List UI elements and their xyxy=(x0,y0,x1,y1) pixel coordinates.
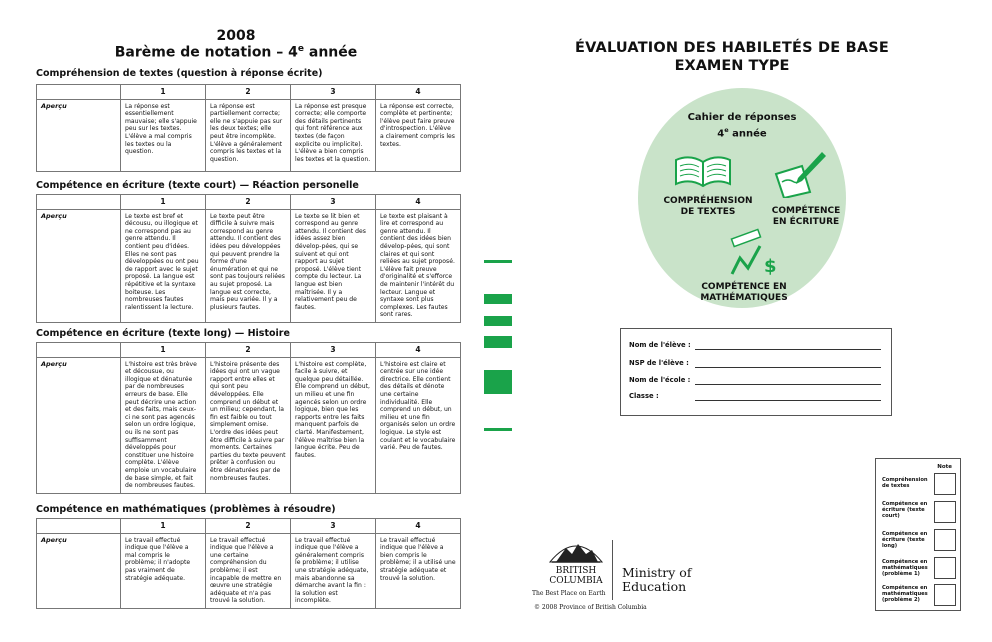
table-cell: Le texte se lit bien et correspond au genre attendu. Il contient des idées assez bien dévelop-pées, qui se suivent et qui ont rapport au sujet proposé. L'élève tient compte du lecteur. La langue est bien maîtrisée. Il y a relativement peu de fautes. xyxy=(291,209,376,322)
score-label-long-writing: Compétence en écriture (texte long) xyxy=(882,531,928,550)
section-title-reading: Compréhension de textes (question à réponse écrite) xyxy=(36,68,323,79)
table-row xyxy=(37,357,461,493)
school-name-field[interactable] xyxy=(695,384,881,385)
table-row xyxy=(37,99,461,171)
table-header: 2 xyxy=(206,195,291,210)
booklet-title: Cahier de réponses xyxy=(687,112,797,123)
table-header-row xyxy=(37,195,461,210)
bc-tagline: The Best Place on Earth xyxy=(532,590,606,597)
label-math: COMPÉTENCE EN MATHÉMATIQUES xyxy=(700,282,788,303)
page-title: Barème de notation – 4e année xyxy=(114,44,358,61)
grade-label: 4e année xyxy=(717,126,767,140)
student-name-field[interactable] xyxy=(695,349,881,350)
table-header-row xyxy=(37,519,461,534)
table-cell: L'histoire est très brève et décousue, ou illogique et dénaturée par de nombreuses erreurs de base. Elle peut décrire une action et des faits, mais ceux-ci ne sont pas agencés selon un ordre logique, ou ils ne sont pas suffisamment développés pour constituer une histoire complète. L'élève emploie un vocabulaire de base simple, et fait de nombreuses fautes. xyxy=(121,357,206,493)
table-cell: La réponse est presque correcte; elle comporte des détails pertinents qui font référence aux textes (de façon explicite ou implicite). L'élève a bien compris les textes et la question. xyxy=(291,99,376,171)
rubric-table-long-writing xyxy=(36,342,461,494)
class-label: Classe : xyxy=(629,392,659,400)
table-header: 4 xyxy=(376,195,461,210)
table-cell: L'histoire est claire et centrée sur une idée directrice. Elle contient des détails et dénote une certaine individualité. Elle comprend un début, un milieu et une fin organisés selon un ordre logique. Le style est coulant et le vocabulaire varié. Peu de fautes. xyxy=(376,357,461,493)
table-cell: Le texte peut être difficile à suivre mais correspond au genre attendu. Il contient des idées peu développées qui peuvent prendre la forme d'une énumération et qui ne sont pas toujours reliées au sujet proposé. La langue est correcte, mais peu variée. Il y a plusieurs fautes. xyxy=(206,209,291,322)
score-field-math-2[interactable] xyxy=(934,584,956,606)
score-field-reading[interactable] xyxy=(934,473,956,495)
row-label: Aperçu xyxy=(37,99,121,171)
score-label-reading: Compréhension de textes xyxy=(882,477,928,490)
cover-subtitle: EXAMEN TYPE xyxy=(674,58,790,74)
score-label-math-1: Compétence en mathématiques (problème 1) xyxy=(882,559,928,578)
table-cell: Le texte est plaisant à lire et correspond au genre attendu. Il contient des idées bien dévelop-pées, qui sont claires et qui sont reliées au sujet proposé. L'élève fait preuve d'originalité et s'efforce de maintenir l'intérêt du lecteur. Langue et syntaxe sont plus complexes. Les fautes sont rares. xyxy=(376,209,461,322)
cover-title: ÉVALUATION DES HABILETÉS DE BASE xyxy=(575,40,889,56)
open-book-icon xyxy=(672,150,734,190)
logo-divider xyxy=(612,540,613,600)
label-writing: COMPÉTENCE EN ÉCRITURE xyxy=(771,206,841,227)
table-header: 4 xyxy=(376,519,461,534)
score-field-short-writing[interactable] xyxy=(934,501,956,523)
school-name-label: Nom de l'école : xyxy=(629,376,691,384)
table-cell: L'histoire présente des idées qui ont un vague rapport entre elles et qui sont peu développées. Elle comprend un début et un milieu; cependant, la fin est faible ou tout simplement omise. L'ordre des idées peut être difficile à suivre par moments. Certaines parties du texte peuvent prêter à confusion ou être dénaturées par de nombreuses fautes. xyxy=(206,357,291,493)
score-field-math-1[interactable] xyxy=(934,557,956,579)
rubric-table-short-writing xyxy=(36,194,461,323)
table-row xyxy=(37,533,461,608)
student-number-label: NSP de l'élève : xyxy=(629,359,689,367)
scoring-guide-page xyxy=(0,0,472,642)
rubric-table-math xyxy=(36,518,461,609)
bc-logo-icon xyxy=(548,536,604,564)
table-header xyxy=(37,519,121,534)
table-header: 2 xyxy=(206,519,291,534)
table-header: 1 xyxy=(121,195,206,210)
label-reading: COMPRÉHENSION DE TEXTES xyxy=(663,196,753,217)
table-row xyxy=(37,209,461,322)
row-label: Aperçu xyxy=(37,357,121,493)
copyright: © 2008 Province of British Columbia xyxy=(534,604,647,611)
table-header: 3 xyxy=(291,195,376,210)
section-title-short-writing: Compétence en écriture (texte court) — Réaction personelle xyxy=(36,180,359,191)
rubric-table-reading xyxy=(36,84,461,172)
table-cell: La réponse est essentiellement mauvaise; elle s'appuie peu sur les textes. L'élève a mal compris les textes ou la question. xyxy=(121,99,206,171)
table-header-row xyxy=(37,85,461,100)
score-field-long-writing[interactable] xyxy=(934,529,956,551)
table-header: 4 xyxy=(376,85,461,100)
table-cell: Le texte est bref et décousu, ou illogique et ne correspond pas au genre attendu. Il contient peu d'idées. Elles ne sont pas développées ou ont peu de rapport avec le sujet proposé. La langue est répétitive et la syntaxe boiteuse. Les nombreuses fautes ralentissent la lecture. xyxy=(121,209,206,322)
table-header-row xyxy=(37,343,461,358)
table-cell: La réponse est partiellement correcte; elle ne s'appuie pas sur les deux textes; elle peut être incomplète. L'élève a généralement compris les textes et la question. xyxy=(206,99,291,171)
table-header xyxy=(37,85,121,100)
table-header: 1 xyxy=(121,85,206,100)
table-header: 3 xyxy=(291,343,376,358)
score-label-short-writing: Compétence en écriture (texte court) xyxy=(882,501,928,520)
score-header: Note xyxy=(937,464,952,470)
student-number-field[interactable] xyxy=(695,367,881,368)
bc-wordmark: BRITISH COLUMBIA xyxy=(549,566,603,586)
row-label: Aperçu xyxy=(37,209,121,322)
year: 2008 xyxy=(216,28,256,44)
table-cell: Le travail effectué indique que l'élève a généralement compris le problème; il utilise une stratégie adéquate, mais abandonne sa démarche avant la fin : la solution est incomplète. xyxy=(291,533,376,608)
table-header: 1 xyxy=(121,343,206,358)
student-name-label: Nom de l'élève : xyxy=(629,341,691,349)
table-cell: Le travail effectué indique que l'élève a bien compris le problème; il a utilisé une stratégie adéquate et trouvé la solution. xyxy=(376,533,461,608)
table-header: 3 xyxy=(291,85,376,100)
row-label: Aperçu xyxy=(37,533,121,608)
table-header: 1 xyxy=(121,519,206,534)
svg-text:$: $ xyxy=(764,256,777,277)
class-field[interactable] xyxy=(695,400,881,401)
ministry-name: Ministry of Education xyxy=(622,565,692,594)
table-cell: Le travail effectué indique que l'élève a mal compris le problème; il n'adopte pas vraiment de stratégie adéquate. xyxy=(121,533,206,608)
pen-and-paper-icon xyxy=(772,148,828,198)
table-header: 3 xyxy=(291,519,376,534)
student-info-box xyxy=(620,328,892,416)
table-header xyxy=(37,343,121,358)
table-header: 4 xyxy=(376,343,461,358)
table-header xyxy=(37,195,121,210)
score-label-math-2: Compétence en mathématiques (problème 2) xyxy=(882,585,928,604)
table-cell: Le travail effectué indique que l'élève a une certaine compréhension du problème; il est incapable de mettre en œuvre une stratégie adéquate et n'a pas trouvé la solution. xyxy=(206,533,291,608)
section-title-math: Compétence en mathématiques (problèmes à résoudre) xyxy=(36,504,336,515)
score-box xyxy=(875,458,961,611)
table-header: 2 xyxy=(206,85,291,100)
table-header: 2 xyxy=(206,343,291,358)
ruler-graph-dollar-icon xyxy=(728,228,784,280)
section-title-long-writing: Compétence en écriture (texte long) — Histoire xyxy=(36,328,290,339)
table-cell: L'histoire est complète, facile à suivre, et quelque peu détaillée. Elle comprend un début, un milieu et une fin agencés selon un ordre logique, bien que les rapports entre les faits manquent parfois de clarté. Manifestement, l'élève maîtrise bien la langue écrite. Peu de fautes. xyxy=(291,357,376,493)
table-cell: La réponse est correcte, complète et pertinente; l'élève peut faire preuve d'introspection. L'élève a clairement compris les textes. xyxy=(376,99,461,171)
cover-page xyxy=(472,0,992,642)
